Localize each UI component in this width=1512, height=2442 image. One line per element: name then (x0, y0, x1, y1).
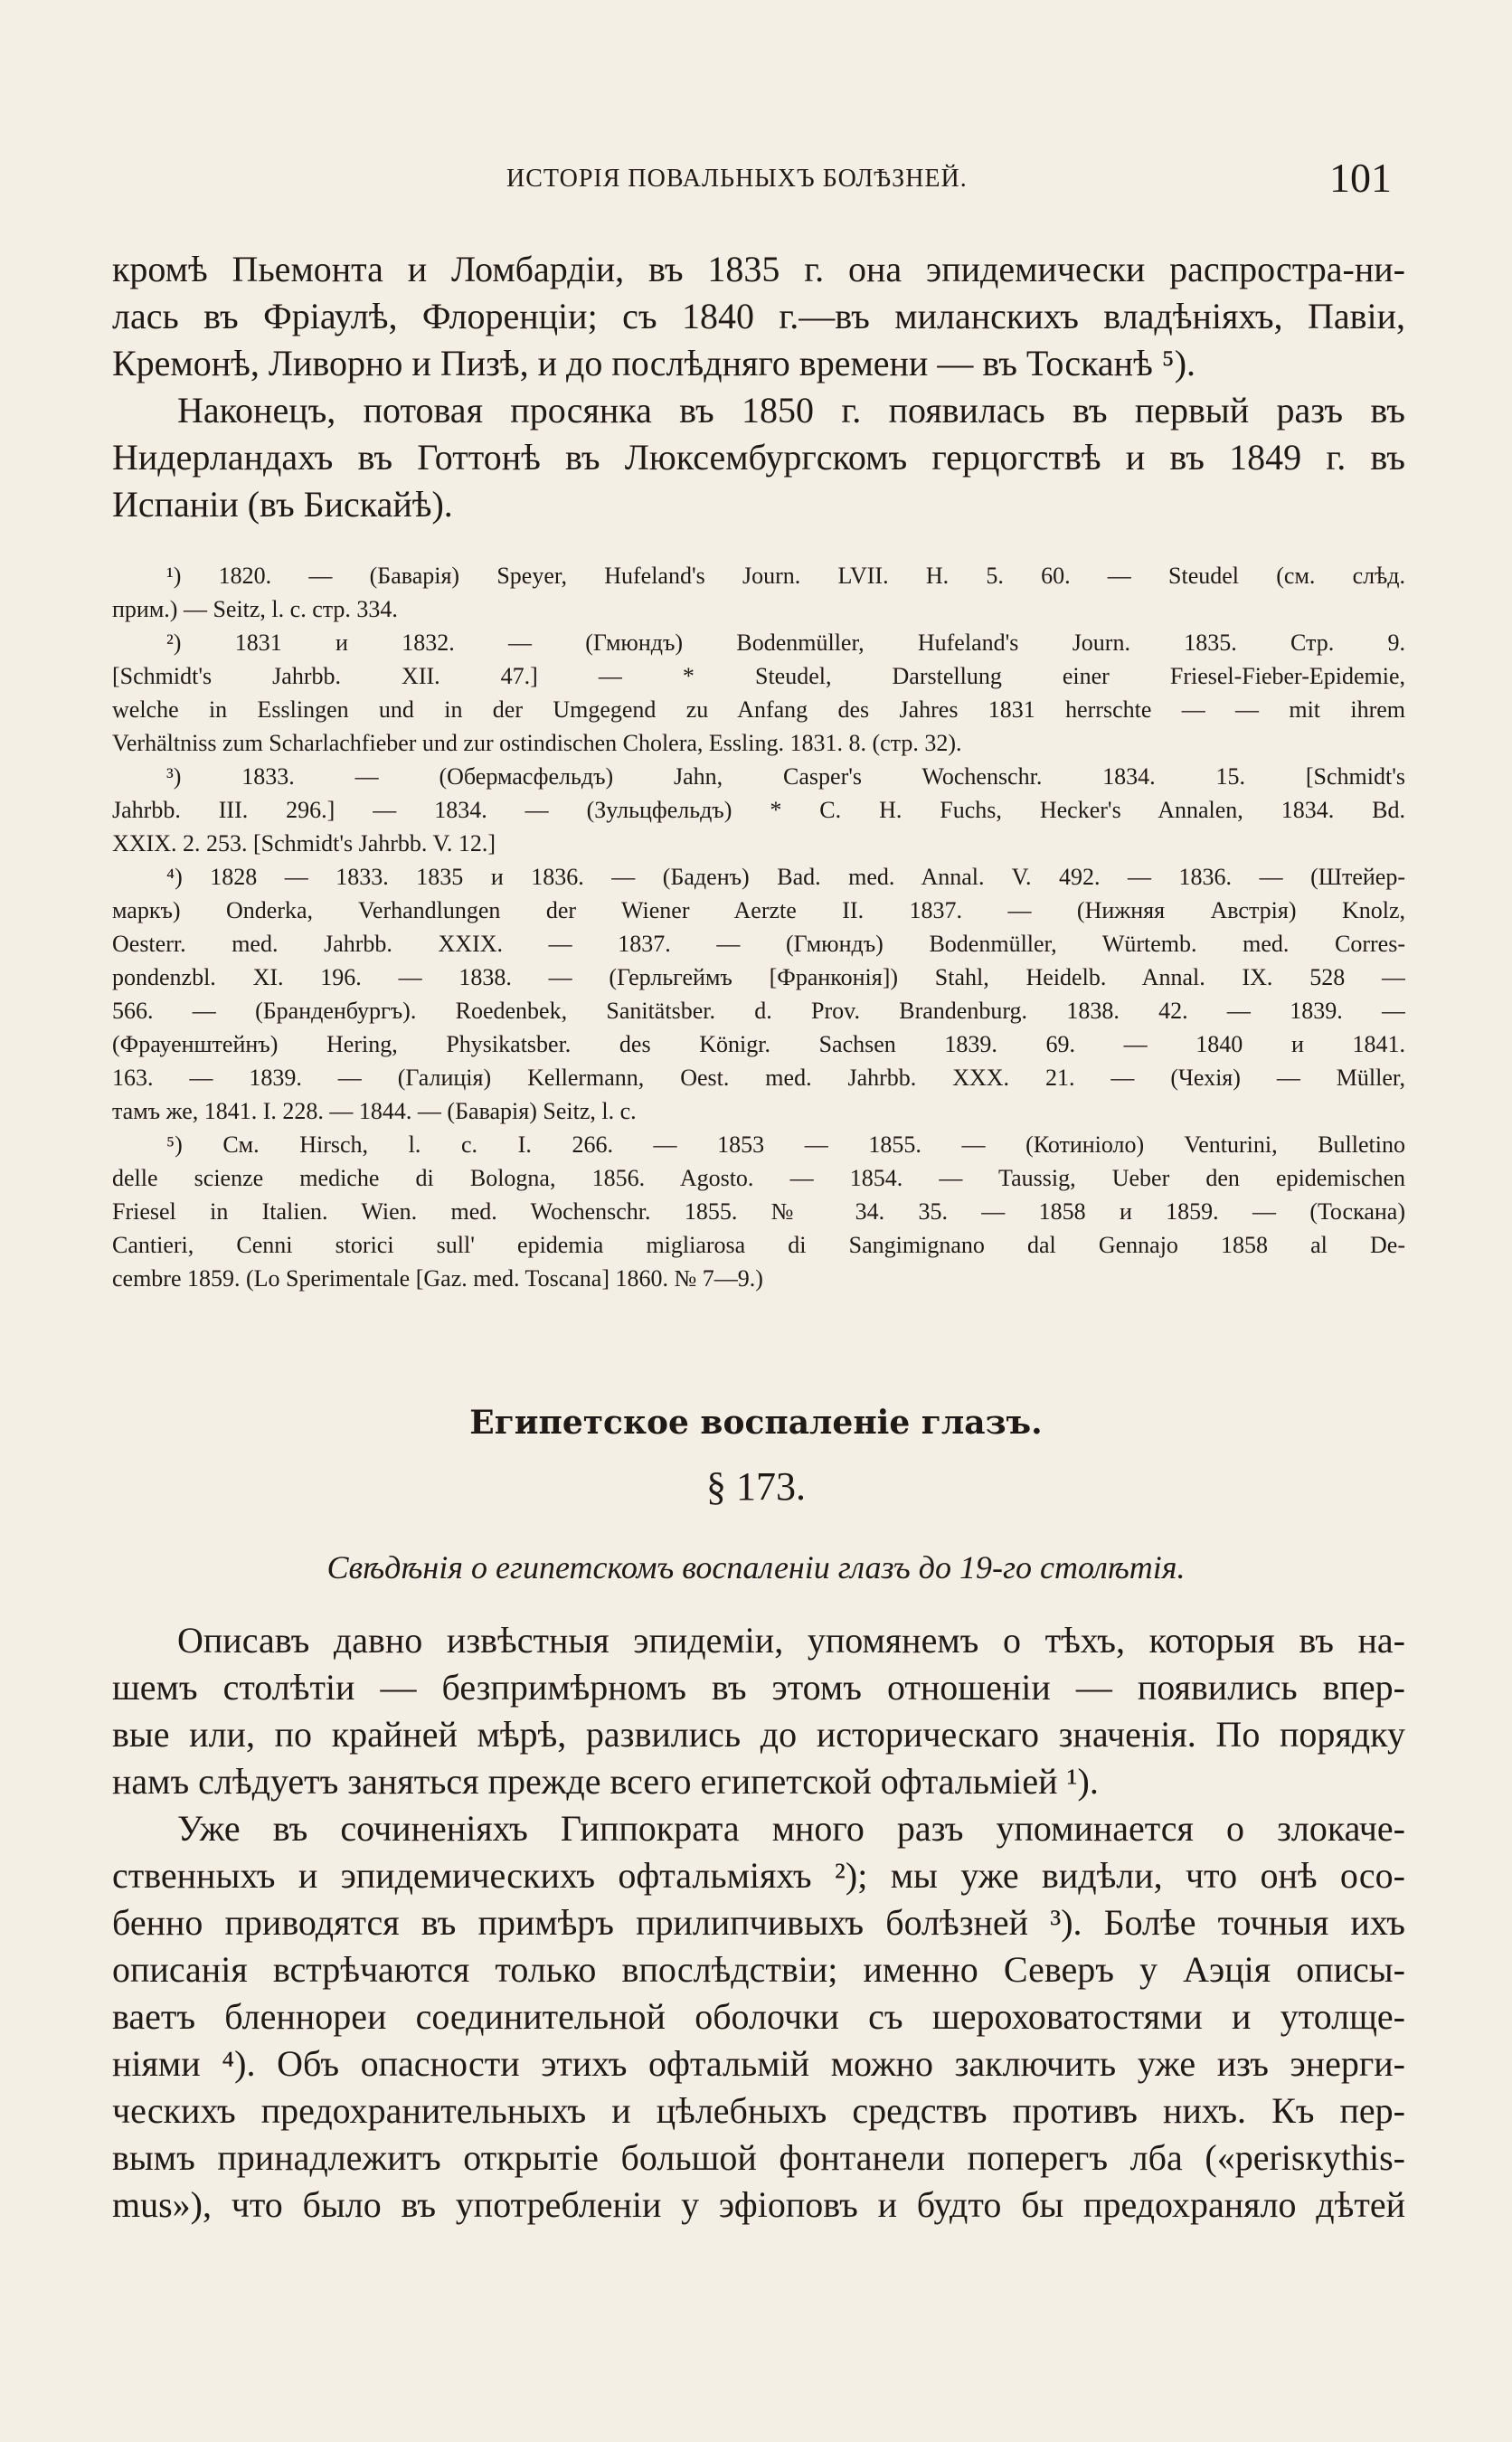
body-line: бенно приводятся въ примѣръ прилипчивыхъ болѣзней ³). Болѣе точныя ихъ (112, 1902, 1405, 1943)
footnote-line: ²) 1831 и 1832. — (Гмюндъ) Bodenmüller, Hufeland's Journ. 1835. Стр. 9. (166, 629, 1405, 656)
body-line: ваетъ бленнореи соединительной оболочки съ шероховатостями и утолще- (112, 1996, 1405, 2037)
body-line: Наконецъ, потовая просянка въ 1850 г. появилась въ первый разъ въ (177, 390, 1405, 431)
footnote-line: welche in Esslingen und in der Umgegend zu Anfang des Jahres 1831 herrschte — — mit ihrem (112, 696, 1405, 723)
footnote-line: Friesel in Italien. Wien. med. Wochenschr. 1855. № 34. 35. — 1858 и 1859. — (Тоскана) (112, 1198, 1405, 1225)
section-number: § 173. (706, 1464, 806, 1509)
body-paragraphs-bottom (112, 1617, 1405, 2229)
body-line: описанія встрѣчаются только впослѣдствіи; именно Северъ у Аэція описы- (112, 1949, 1405, 1990)
body-line: Испаніи (въ Бискайѣ). (112, 484, 453, 525)
footnote-line: pondenzbl. XI. 196. — 1838. — (Герльгеймъ [Франконія]) Stahl, Heidelb. Annal. IX. 528 — (112, 964, 1405, 990)
footnote-line: XXIX. 2. 253. [Schmidt's Jahrbb. V. 12.] (112, 830, 496, 857)
section-title: Египетское воспаленіе глазъ. (469, 1404, 1043, 1442)
footnote-line: 163. — 1839. — (Галиція) Kellermann, Oest. med. Jahrbb. XXX. 21. — (Чехія) — Müller, (112, 1065, 1405, 1091)
footnote-line: маркъ) Onderka, Verhandlungen der Wiener Aerzte II. 1837. — (Нижняя Австрія) Knolz, (112, 897, 1405, 923)
body-line: лась въ Фріаулѣ, Флоренціи; съ 1840 г.—въ миланскихъ владѣніяхъ, Павіи, (112, 296, 1405, 336)
footnote-line: ⁴) 1828 — 1833. 1835 и 1836. — (Баденъ) Bad. med. Annal. V. 492. — 1836. — (Штейер- (166, 864, 1405, 890)
footnote-line: Oesterr. med. Jahrbb. XXIX. — 1837. — (Гмюндъ) Bodenmüller, Würtemb. med. Corres- (112, 931, 1405, 957)
running-head (0, 154, 1512, 199)
body-line: намъ слѣдуетъ заняться прежде всего египетской офтальміей ¹). (112, 1761, 1099, 1802)
body-line: Описавъ давно извѣстныя эпидеміи, упомянемъ о тѣхъ, которыя въ на- (177, 1620, 1405, 1661)
body-line: вымъ принадлежитъ открытіе большой фонтанели поперегъ лба («perisкythis- (112, 2137, 1405, 2178)
footnote-line: Verhältniss zum Scharlachfieber und zur ostindischen Cholera, Essling. 1831. 8. (стр. 32). (112, 730, 962, 756)
body-line: ственныхъ и эпидемическихъ офтальміяхъ ²); мы уже видѣли, что онѣ осо- (112, 1855, 1405, 1896)
footnote-line: ¹) 1820. — (Баварія) Speyer, Hufeland's Journ. LVII. H. 5. 60. — Steudel (см. слѣд. (166, 563, 1405, 589)
body-line: ніями ⁴). Объ опасности этихъ офтальмій можно заключить уже изъ энерги- (112, 2043, 1405, 2084)
footnotes (112, 559, 1405, 1295)
footnote-line: 566. — (Бранденбургъ). Roedenbek, Sanitätsber. d. Prov. Brandenburg. 1838. 42. — 1839. — (112, 998, 1405, 1024)
footnote-line: [Schmidt's Jahrbb. XII. 47.] — * Steudel, Darstellung einer Friesel-Fieber-Epidemie, (112, 663, 1405, 689)
body-line: Нидерландахъ въ Готтонѣ въ Люксембургскомъ герцогствѣ и въ 1849 г. въ (112, 437, 1405, 478)
body-line: mus»), что было въ употребленіи у эфіоповъ и будто бы предохраняло дѣтей (112, 2184, 1405, 2225)
section-subtitle: Свѣдѣнія о египетскомъ воспаленіи глазъ до 19-го столѣтія. (326, 1549, 1186, 1585)
footnote-line: тамъ же, 1841. I. 228. — 1844. — (Баварія) Seitz, l. c. (112, 1098, 637, 1124)
footnote-line: ⁵) См. Hirsch, l. c. I. 266. — 1853 — 1855. — (Котиніоло) Venturini, Bulletino (166, 1131, 1405, 1158)
footnote-line: Cantieri, Cenni storici sull' epidemia migliarosa di Sangimignano dal Gennajo 1858 al De- (112, 1232, 1405, 1258)
body-line: ческихъ предохранительныхъ и цѣлебныхъ средствъ противъ нихъ. Къ пер- (112, 2090, 1405, 2131)
footnote-line: delle scienze mediche di Bologna, 1856. Agosto. — 1854. — Taussig, Ueber den epidemischen (112, 1165, 1405, 1191)
body-line: шемъ столѣтіи — безпримѣрномъ въ этомъ отношеніи — появились впер- (112, 1667, 1405, 1708)
footnote-line: Jahrbb. III. 296.] — 1834. — (Зульцфельдъ) * C. H. Fuchs, Hecker's Annalen, 1834. Bd. (112, 797, 1405, 823)
body-line: Уже въ сочиненіяхъ Гиппократа много разъ упоминается о злокаче- (177, 1808, 1405, 1849)
footnote-line: (Фрауенштейнъ) Hering, Physikatsber. des Königr. Sachsen 1839. 69. — 1840 и 1841. (112, 1031, 1405, 1057)
page-number: 101 (1329, 155, 1392, 201)
body-line: Кремонѣ, Ливорно и Пизѣ, и до послѣдняго времени — въ Тосканѣ ⁵). (112, 343, 1196, 383)
body-line: вые или, по крайней мѣрѣ, развились до историческаго значенія. По порядку (112, 1714, 1405, 1755)
body-line: кромѣ Пьемонта и Ломбардіи, въ 1835 г. она эпидемически распростра-ни- (112, 249, 1405, 289)
running-title: ИСТОРІЯ ПОВАЛЬНЫХЪ БОЛѢЗНЕЙ. (506, 165, 968, 193)
body-paragraphs-top (112, 246, 1405, 528)
footnote-line: ³) 1833. — (Обермасфельдъ) Jahn, Casper's Wochenschr. 1834. 15. [Schmidt's (166, 763, 1405, 790)
footnote-line: прим.) — Seitz, l. c. стр. 334. (112, 596, 398, 622)
footnote-line: cembre 1859. (Lo Sperimentale [Gaz. med. Toscana] 1860. № 7—9.) (112, 1265, 763, 1292)
